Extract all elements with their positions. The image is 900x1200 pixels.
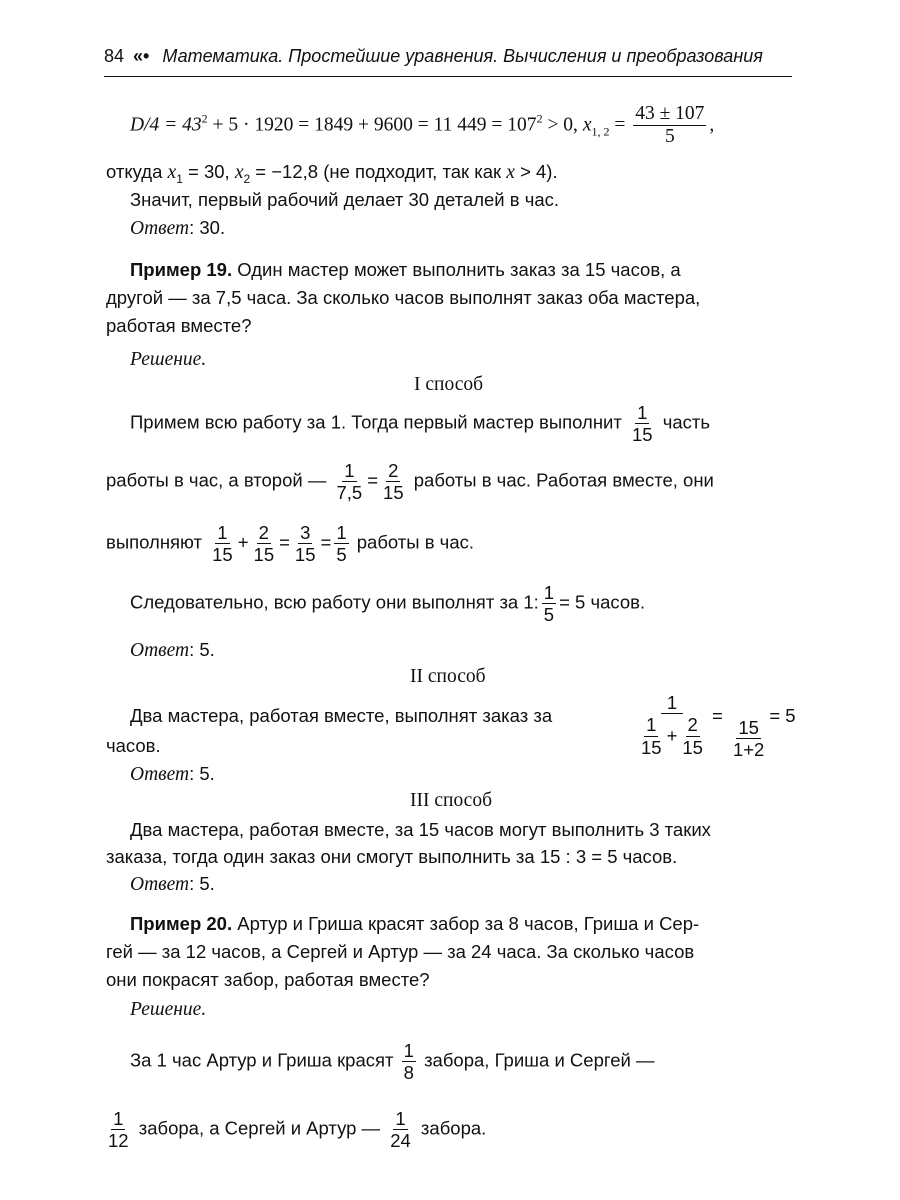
method-1-line-4: Следовательно, всю работу они выполнят за 1: $\frac{1}{5}$ = 5 часов. (130, 582, 646, 626)
method-3-line-1: Два мастера, работая вместе, за 15 часов могут выполнить 3 таких (130, 819, 711, 840)
method-2-line-1: Два мастера, работая вместе, выполнят заказ за (130, 705, 553, 726)
method-2-line-2: часов. (106, 735, 161, 756)
fraction-1-12: $\frac{1}{12}$ (108, 1108, 129, 1152)
answer-line: Ответ: 30. (130, 217, 226, 239)
example-20-line-3: они покрасят забор, работая вместе? (106, 969, 430, 990)
method-1-line-1: Примем всю работу за 1. Тогда первый мастер выполнит $\frac{1}{15}$ часть (130, 402, 710, 446)
complex-fraction: 1 $\frac{1}{15}$ + $\frac{2}{15}$ (641, 692, 703, 758)
fraction-1-7-5: $\frac{1}{7,5}$ (336, 460, 363, 504)
method-1-answer: Ответ: 5. (130, 639, 215, 661)
method-1-line-2: работы в час, а второй — $\frac{1}{7,5}$ = $\frac{2}{15}$ работы в час. Работая вместе, они (106, 460, 714, 504)
example-20-solution-line-2: $\frac{1}{12}$ забора, а Сергей и Артур — $\frac{1}{24}$ забора. (108, 1108, 487, 1152)
fraction-1-5: $\frac{1}{5}$ (336, 522, 347, 566)
fraction-1-15: $\frac{1}{15}$ (631, 402, 653, 446)
example-19-line-1: Пример 19. Один мастер может выполнить заказ за 15 часов, а (130, 259, 681, 280)
fraction-3-15: $\frac{3}{15}$ (294, 522, 316, 566)
header-title: Математика. Простейшие уравнения. Вычисления и преобразования (162, 46, 763, 66)
example-20-title: Пример 20. (130, 913, 233, 934)
example-20-line-2: гей — за 12 часов, а Сергей и Артур — за 24 часа. За сколько часов (106, 941, 695, 962)
header-rule (104, 76, 792, 77)
example-19-title: Пример 19. (130, 259, 233, 280)
root-fraction: $\frac{43 \pm 107}{5}$ (635, 103, 705, 148)
fraction-2-15: $\frac{2}{15}$ (383, 460, 404, 504)
fraction-1-5-b: $\frac{1}{5}$ (543, 582, 555, 626)
conclusion-line: Значит, первый рабочий делает 30 деталей в час. (130, 189, 560, 210)
method-1-heading: I способ (414, 374, 484, 395)
fraction-1-15-b: $\frac{1}{15}$ (212, 522, 233, 566)
solution-label-20: Решение. (130, 999, 207, 1020)
solution-label-19: Решение. (130, 349, 207, 370)
method-3-line-2: заказа, тогда один заказ они смогут выполнить за 15 : 3 = 5 часов. (106, 846, 678, 867)
roots-line: откуда $x_1 = 30$, $x_2 = -12,8$ (не подходит, так как x > 4). (106, 161, 558, 186)
fraction-2-15-b: $\frac{2}{15}$ (253, 522, 275, 566)
method-3-answer: Ответ: 5. (130, 873, 215, 895)
method-2-heading: II способ (410, 666, 486, 687)
example-19-line-3: работая вместе? (106, 315, 252, 336)
discriminant-equation: $D/4 = 43^2 + 5 \cdot 1920 = 1849 + 9600 = 11$ $449 = 107^2 > 0$, $x_{1, 2}$ = $\frac{43 \pm 107}{5}$ , (130, 103, 715, 148)
example-20-line-1: Пример 20. Артур и Гриша красят забор за 8 часов, Гриша и Сер- (130, 913, 700, 934)
fraction-1-24: $\frac{1}{24}$ (390, 1108, 411, 1152)
example-19-line-2: другой — за 7,5 часа. За сколько часов выполнят заказ оба мастера, (106, 287, 701, 308)
fraction-1-8: $\frac{1}{8}$ (403, 1040, 414, 1084)
method-3-heading: III способ (410, 790, 493, 811)
example-20-solution-line-1: За 1 час Артур и Гриша красят $\frac{1}{8}$ забора, Гриша и Сергей — (130, 1040, 655, 1084)
running-header (104, 44, 763, 68)
complex-fraction-result: = $\frac{15}{1+2}$ = 5 (712, 705, 796, 761)
header-ornament: «• (133, 46, 150, 66)
method-1-line-3: выполняют $\frac{1}{15}$ + $\frac{2}{15}$ = $\frac{3}{15}$ = $\frac{1}{5}$ работы в час. (106, 522, 475, 566)
page-number: 84 (104, 46, 125, 66)
method-2-answer: Ответ: 5. (130, 763, 215, 785)
